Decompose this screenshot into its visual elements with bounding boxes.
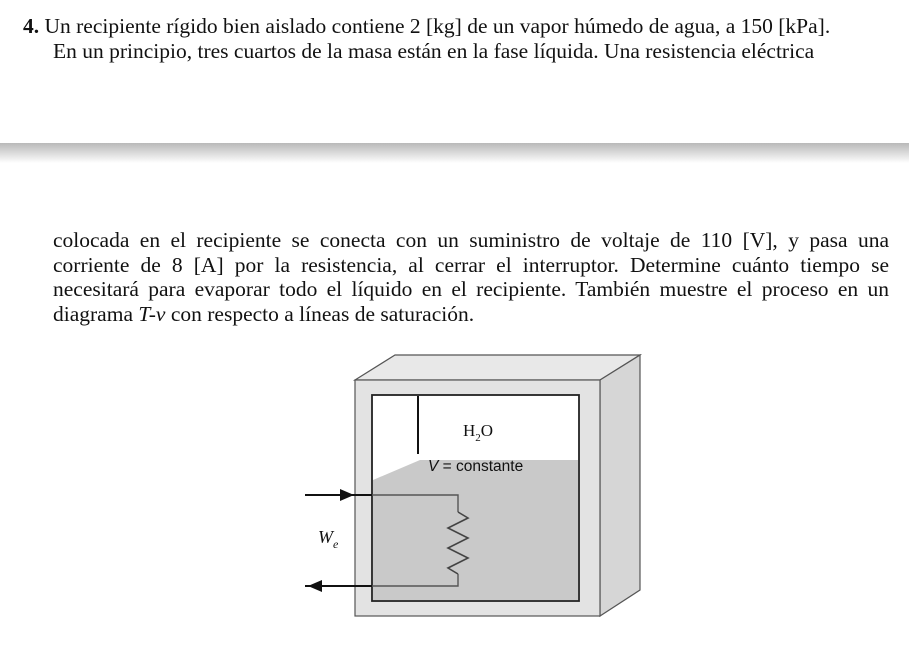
- arrow-in-icon: [340, 489, 354, 501]
- continuation-line-2: corriente de 8 [A] por la resistencia, al cerrar el interruptor. Determine cuánto tiempo se: [53, 252, 889, 277]
- problem-statement-part2: [53, 228, 889, 326]
- arrow-out-icon: [308, 580, 322, 592]
- liquid-phase-region: [373, 460, 578, 600]
- problem-number: 4.: [23, 14, 40, 38]
- tank-side-face: [600, 355, 640, 616]
- problem-text-line-2: En un principio, tres cuartos de la masa están en la fase líquida. Una resistencia eléctrica: [53, 38, 815, 63]
- tank-diagram: [300, 350, 660, 620]
- page-break-separator: [0, 143, 909, 163]
- continuation-line-4: [53, 302, 889, 327]
- problem-text-line-1: Un recipiente rígido bien aislado contiene 2 [kg] de un vapor húmedo de agua, a 150 [kPa].: [44, 14, 831, 38]
- tv-diagram-label: T-v: [138, 301, 166, 326]
- tank-top-face: [355, 355, 640, 380]
- electrical-work-label: $W_e$: [318, 527, 339, 551]
- continuation-line-1: colocada en el recipiente se conecta con un suministro de voltaje de 110 [V], y pasa una: [53, 228, 889, 252]
- tank-diagram-svg: [300, 350, 660, 620]
- h2o-label: $H_2O$: [463, 421, 494, 444]
- volume-constant-label: V = constante: [428, 458, 524, 475]
- continuation-line-3: necesitará para evaporar todo el líquido en el recipiente. También muestre el proceso en un: [53, 277, 889, 302]
- problem-line-1: [23, 14, 889, 39]
- problem-statement-part1: [23, 14, 889, 63]
- continuation-line-4-post: con respecto a líneas de saturación.: [165, 301, 475, 326]
- continuation-line-4-pre: diagrama: [53, 301, 139, 326]
